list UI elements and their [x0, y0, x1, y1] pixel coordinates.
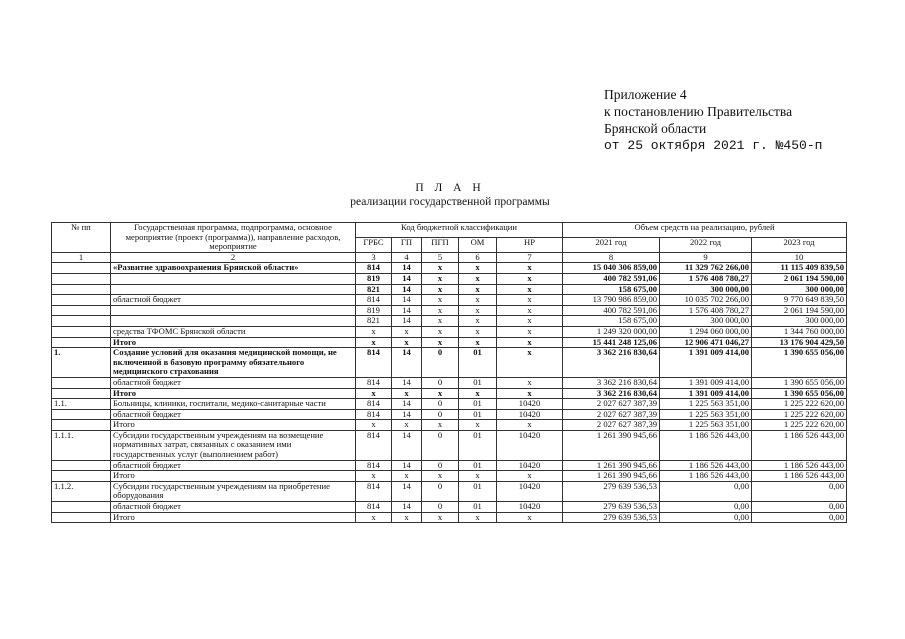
gp-cell: x: [392, 388, 422, 399]
gp-cell: 14: [392, 460, 422, 471]
header-volume: Объем средств на реализацию, рублей: [563, 223, 847, 238]
amount-2023-cell: 1 390 655 056,00: [752, 348, 847, 378]
name-cell: областной бюджет: [111, 502, 356, 513]
name-cell: областной бюджет: [111, 409, 356, 420]
table-row: [52, 399, 847, 410]
amount-2022-cell: 0,00: [660, 481, 752, 501]
header-2023: 2023 год: [752, 237, 847, 252]
grbs-cell: x: [356, 326, 392, 337]
amount-2022-cell: 1 225 563 351,00: [660, 409, 752, 420]
num-cell: [52, 471, 111, 482]
amount-2022-cell: 0,00: [660, 502, 752, 513]
amount-2022-cell: 300 000,00: [660, 284, 752, 295]
amount-2023-cell: 300 000,00: [752, 284, 847, 295]
amount-2023-cell: 1 186 526 443,00: [752, 430, 847, 460]
num-cell: [52, 263, 111, 274]
om-cell: 01: [459, 409, 497, 420]
header-om: ОМ: [459, 237, 497, 252]
name-cell: областной бюджет: [111, 295, 356, 306]
gp-cell: 14: [392, 377, 422, 388]
plan-title: [300, 181, 600, 209]
pgp-cell: x: [422, 420, 459, 431]
num-cell: [52, 295, 111, 306]
nr-cell: 10420: [497, 399, 563, 410]
om-cell: x: [459, 316, 497, 327]
pgp-cell: x: [422, 284, 459, 295]
plan-table: [51, 222, 847, 523]
amount-2022-cell: 1 391 009 414,00: [660, 348, 752, 378]
plan-title-heading: П Л А Н: [415, 182, 485, 194]
name-cell: средства ТФОМС Брянской области: [111, 326, 356, 337]
col-num-4: 4: [392, 252, 422, 263]
name-cell: областной бюджет: [111, 377, 356, 388]
name-cell: областной бюджет: [111, 460, 356, 471]
amount-2022-cell: 1 186 526 443,00: [660, 471, 752, 482]
amount-2023-cell: 0,00: [752, 502, 847, 513]
grbs-cell: 814: [356, 430, 392, 460]
grbs-cell: x: [356, 388, 392, 399]
nr-cell: x: [497, 284, 563, 295]
amount-2023-cell: 2 061 194 590,00: [752, 273, 847, 284]
table-row: [52, 512, 847, 523]
om-cell: x: [459, 273, 497, 284]
table-row: [52, 471, 847, 482]
pgp-cell: 0: [422, 430, 459, 460]
appendix-header: [604, 86, 822, 154]
amount-2023-cell: 2 061 194 590,00: [752, 305, 847, 316]
nr-cell: x: [497, 337, 563, 348]
amount-2021-cell: 2 027 627 387,39: [563, 399, 660, 410]
name-cell: Итого: [111, 471, 356, 482]
amount-2023-cell: 0,00: [752, 512, 847, 523]
amount-2021-cell: 1 261 390 945,66: [563, 430, 660, 460]
om-cell: 01: [459, 481, 497, 501]
num-cell: [52, 273, 111, 284]
name-cell: [111, 305, 356, 316]
appendix-region: Брянской области: [604, 121, 707, 136]
table-row: [52, 326, 847, 337]
table-row: [52, 348, 847, 378]
amount-2021-cell: 2 027 627 387,39: [563, 420, 660, 431]
pgp-cell: 0: [422, 399, 459, 410]
num-cell: [52, 337, 111, 348]
num-cell: [52, 316, 111, 327]
amount-2022-cell: 1 186 526 443,00: [660, 430, 752, 460]
om-cell: x: [459, 337, 497, 348]
grbs-cell: x: [356, 512, 392, 523]
amount-2023-cell: 1 390 655 056,00: [752, 388, 847, 399]
table-row: [52, 263, 847, 274]
name-cell: Итого: [111, 420, 356, 431]
nr-cell: x: [497, 295, 563, 306]
gp-cell: 14: [392, 502, 422, 513]
grbs-cell: 821: [356, 284, 392, 295]
name-cell: [111, 316, 356, 327]
amount-2021-cell: 279 639 536,53: [563, 512, 660, 523]
nr-cell: 10420: [497, 409, 563, 420]
header-2021: 2021 год: [563, 237, 660, 252]
amount-2023-cell: 1 186 526 443,00: [752, 471, 847, 482]
nr-cell: 10420: [497, 460, 563, 471]
pgp-cell: 0: [422, 409, 459, 420]
name-cell: Больницы, клиники, госпитали, медико-санитарные части: [111, 399, 356, 410]
amount-2021-cell: 158 675,00: [563, 316, 660, 327]
grbs-cell: x: [356, 471, 392, 482]
amount-2021-cell: 3 362 216 830,64: [563, 377, 660, 388]
pgp-cell: x: [422, 305, 459, 316]
num-cell: [52, 377, 111, 388]
om-cell: 01: [459, 502, 497, 513]
amount-2023-cell: 1 344 760 000,00: [752, 326, 847, 337]
header-num: № пп: [52, 223, 111, 253]
grbs-cell: 821: [356, 316, 392, 327]
nr-cell: x: [497, 471, 563, 482]
table-row: [52, 388, 847, 399]
nr-cell: 10420: [497, 502, 563, 513]
name-cell: Создание условий для оказания медицинской помощи, не включенной в базовую программу обязательного медицинского страхования: [111, 348, 356, 378]
gp-cell: 14: [392, 284, 422, 295]
num-cell: [52, 512, 111, 523]
name-cell: [111, 284, 356, 295]
amount-2022-cell: 10 035 702 266,00: [660, 295, 752, 306]
pgp-cell: x: [422, 471, 459, 482]
amount-2021-cell: 15 040 306 859,00: [563, 263, 660, 274]
amount-2021-cell: 1 249 320 000,00: [563, 326, 660, 337]
table-row: [52, 481, 847, 501]
header-column-numbers: [52, 252, 847, 263]
amount-2021-cell: 2 027 627 387,39: [563, 409, 660, 420]
nr-cell: x: [497, 326, 563, 337]
amount-2023-cell: 0,00: [752, 481, 847, 501]
plan-title-subheading: реализации государственной программы: [350, 196, 550, 208]
pgp-cell: 0: [422, 377, 459, 388]
amount-2022-cell: 11 329 762 266,00: [660, 263, 752, 274]
grbs-cell: 814: [356, 295, 392, 306]
name-cell: Итого: [111, 388, 356, 399]
num-cell: [52, 388, 111, 399]
num-cell: [52, 460, 111, 471]
table-row: [52, 284, 847, 295]
amount-2021-cell: 3 362 216 830,64: [563, 348, 660, 378]
om-cell: 01: [459, 399, 497, 410]
amount-2023-cell: 1 225 222 620,00: [752, 399, 847, 410]
table-row: [52, 409, 847, 420]
amount-2022-cell: 1 225 563 351,00: [660, 420, 752, 431]
amount-2023-cell: 1 225 222 620,00: [752, 420, 847, 431]
grbs-cell: x: [356, 420, 392, 431]
num-cell: [52, 305, 111, 316]
amount-2022-cell: 12 906 471 046,27: [660, 337, 752, 348]
nr-cell: x: [497, 348, 563, 378]
nr-cell: x: [497, 263, 563, 274]
header-grbs: ГРБС: [356, 237, 392, 252]
pgp-cell: x: [422, 512, 459, 523]
om-cell: x: [459, 512, 497, 523]
grbs-cell: 814: [356, 481, 392, 501]
num-cell: [52, 326, 111, 337]
col-num-2: 2: [111, 252, 356, 263]
amount-2022-cell: 300 000,00: [660, 316, 752, 327]
col-num-6: 6: [459, 252, 497, 263]
grbs-cell: 819: [356, 305, 392, 316]
gp-cell: 14: [392, 305, 422, 316]
pgp-cell: 0: [422, 348, 459, 378]
om-cell: x: [459, 305, 497, 316]
om-cell: x: [459, 326, 497, 337]
gp-cell: x: [392, 471, 422, 482]
num-cell: [52, 284, 111, 295]
gp-cell: x: [392, 420, 422, 431]
om-cell: x: [459, 388, 497, 399]
om-cell: 01: [459, 348, 497, 378]
pgp-cell: 0: [422, 481, 459, 501]
gp-cell: 14: [392, 430, 422, 460]
name-cell: [111, 273, 356, 284]
amount-2021-cell: 400 782 591,06: [563, 305, 660, 316]
amount-2022-cell: 0,00: [660, 512, 752, 523]
amount-2023-cell: 1 186 526 443,00: [752, 460, 847, 471]
table-row: [52, 316, 847, 327]
amount-2022-cell: 1 186 526 443,00: [660, 460, 752, 471]
gp-cell: x: [392, 512, 422, 523]
grbs-cell: x: [356, 337, 392, 348]
grbs-cell: 814: [356, 263, 392, 274]
table-row: [52, 337, 847, 348]
amount-2021-cell: 279 639 536,53: [563, 502, 660, 513]
gp-cell: 14: [392, 295, 422, 306]
header-name: Государственная программа, подпрограмма, основное мероприятие (проект (программа)), направление расходов, мероприятие: [111, 223, 356, 253]
name-cell: Итого: [111, 337, 356, 348]
amount-2021-cell: 400 782 591,06: [563, 273, 660, 284]
appendix-resolution: к постановлению Правительства: [604, 104, 793, 119]
table-row: [52, 273, 847, 284]
amount-2022-cell: 1 391 009 414,00: [660, 388, 752, 399]
nr-cell: x: [497, 273, 563, 284]
grbs-cell: 814: [356, 399, 392, 410]
pgp-cell: x: [422, 316, 459, 327]
name-cell: «Развитие здравоохранения Брянской области»: [111, 263, 356, 274]
gp-cell: x: [392, 326, 422, 337]
header-2022: 2022 год: [660, 237, 752, 252]
gp-cell: 14: [392, 399, 422, 410]
om-cell: x: [459, 263, 497, 274]
pgp-cell: x: [422, 263, 459, 274]
table-row: [52, 460, 847, 471]
num-cell: 1.1.1.: [52, 430, 111, 460]
amount-2022-cell: 1 576 408 780,27: [660, 305, 752, 316]
pgp-cell: x: [422, 295, 459, 306]
header-gp: ГП: [392, 237, 422, 252]
om-cell: 01: [459, 460, 497, 471]
gp-cell: 14: [392, 409, 422, 420]
amount-2021-cell: 15 441 248 125,06: [563, 337, 660, 348]
appendix-number: Приложение 4: [604, 87, 687, 102]
amount-2022-cell: 1 294 060 000,00: [660, 326, 752, 337]
pgp-cell: 0: [422, 460, 459, 471]
nr-cell: x: [497, 512, 563, 523]
nr-cell: x: [497, 377, 563, 388]
col-num-8: 8: [563, 252, 660, 263]
name-cell: Итого: [111, 512, 356, 523]
table-row: [52, 420, 847, 431]
num-cell: 1.1.2.: [52, 481, 111, 501]
header-nr: НР: [497, 237, 563, 252]
num-cell: [52, 502, 111, 513]
om-cell: x: [459, 420, 497, 431]
table-row: [52, 377, 847, 388]
nr-cell: x: [497, 388, 563, 399]
nr-cell: x: [497, 305, 563, 316]
table-row: [52, 430, 847, 460]
pgp-cell: x: [422, 337, 459, 348]
gp-cell: 14: [392, 316, 422, 327]
amount-2023-cell: 300 000,00: [752, 316, 847, 327]
nr-cell: 10420: [497, 481, 563, 501]
amount-2021-cell: 279 639 536,53: [563, 481, 660, 501]
amount-2023-cell: 1 390 655 056,00: [752, 377, 847, 388]
gp-cell: 14: [392, 273, 422, 284]
om-cell: 01: [459, 377, 497, 388]
nr-cell: x: [497, 316, 563, 327]
amount-2021-cell: 1 261 390 945,66: [563, 460, 660, 471]
grbs-cell: 814: [356, 460, 392, 471]
nr-cell: x: [497, 420, 563, 431]
grbs-cell: 814: [356, 348, 392, 378]
amount-2021-cell: 3 362 216 830,64: [563, 388, 660, 399]
amount-2021-cell: 1 261 390 945,66: [563, 471, 660, 482]
num-cell: 1.1.: [52, 399, 111, 410]
pgp-cell: x: [422, 273, 459, 284]
gp-cell: 14: [392, 481, 422, 501]
col-num-1: 1: [52, 252, 111, 263]
nr-cell: 10420: [497, 430, 563, 460]
grbs-cell: 814: [356, 377, 392, 388]
pgp-cell: x: [422, 388, 459, 399]
amount-2021-cell: 13 790 986 859,00: [563, 295, 660, 306]
name-cell: Субсидии государственным учреждениям на возмещение нормативных затрат, связанных с оказанием ими государственных услуг (выполнением работ): [111, 430, 356, 460]
col-num-10: 10: [752, 252, 847, 263]
om-cell: x: [459, 284, 497, 295]
header-pgp: ПГП: [422, 237, 459, 252]
amount-2023-cell: 9 770 649 839,50: [752, 295, 847, 306]
amount-2022-cell: 1 391 009 414,00: [660, 377, 752, 388]
header-budget-code: Код бюджетной классификации: [356, 223, 563, 238]
header-row-1: [52, 223, 847, 238]
col-num-5: 5: [422, 252, 459, 263]
pgp-cell: x: [422, 326, 459, 337]
amount-2022-cell: 1 225 563 351,00: [660, 399, 752, 410]
amount-2023-cell: 1 225 222 620,00: [752, 409, 847, 420]
amount-2021-cell: 158 675,00: [563, 284, 660, 295]
num-cell: [52, 409, 111, 420]
gp-cell: x: [392, 337, 422, 348]
appendix-date: от 25 октября 2021 г. №450-п: [604, 138, 823, 153]
name-cell: Субсидии государственным учреждениям на приобретение оборудования: [111, 481, 356, 501]
amount-2023-cell: 13 176 904 429,50: [752, 337, 847, 348]
pgp-cell: 0: [422, 502, 459, 513]
num-cell: [52, 420, 111, 431]
col-num-7: 7: [497, 252, 563, 263]
gp-cell: 14: [392, 348, 422, 378]
om-cell: x: [459, 471, 497, 482]
table-row: [52, 305, 847, 316]
col-num-3: 3: [356, 252, 392, 263]
grbs-cell: 814: [356, 409, 392, 420]
amount-2022-cell: 1 576 408 780,27: [660, 273, 752, 284]
col-num-9: 9: [660, 252, 752, 263]
om-cell: x: [459, 295, 497, 306]
om-cell: 01: [459, 430, 497, 460]
table-row: [52, 502, 847, 513]
table-row: [52, 295, 847, 306]
num-cell: 1.: [52, 348, 111, 378]
grbs-cell: 814: [356, 502, 392, 513]
grbs-cell: 819: [356, 273, 392, 284]
gp-cell: 14: [392, 263, 422, 274]
amount-2023-cell: 11 115 409 839,50: [752, 263, 847, 274]
